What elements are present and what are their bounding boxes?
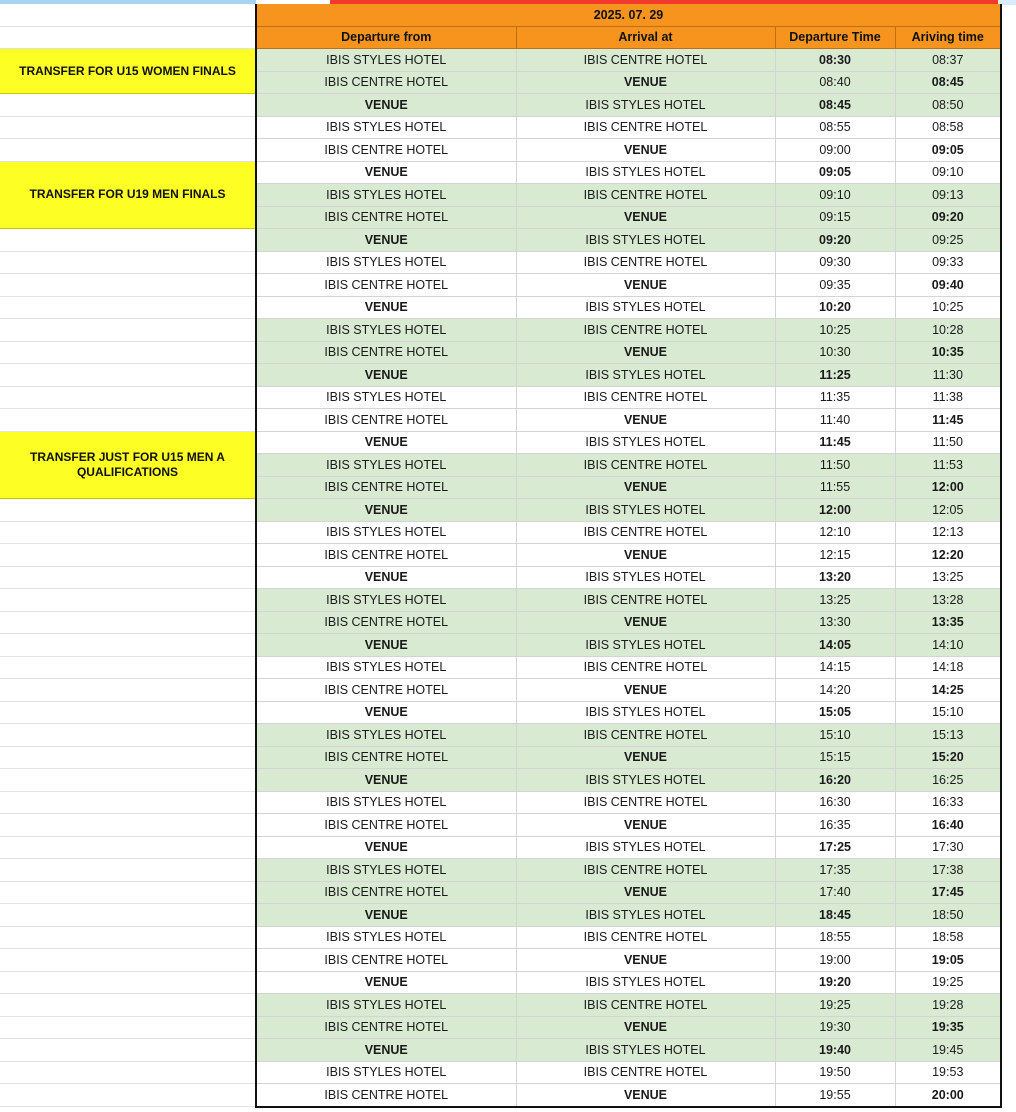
departure-from-cell[interactable]: VENUE — [256, 94, 516, 117]
table-row — [0, 116, 1001, 139]
departure-from-cell[interactable]: IBIS CENTRE HOTEL — [256, 611, 516, 634]
arriving-time-cell[interactable]: 09:20 — [895, 206, 1001, 229]
side-cell[interactable] — [0, 949, 256, 972]
departure-time-cell[interactable]: 13:30 — [775, 611, 895, 634]
side-cell[interactable] — [0, 4, 256, 26]
table-row — [0, 544, 1001, 567]
table-row — [0, 521, 1001, 544]
header-departure-time[interactable]: Departure Time — [775, 26, 895, 49]
arrival-at-cell[interactable]: IBIS CENTRE HOTEL — [516, 319, 775, 342]
side-cell[interactable] — [0, 319, 256, 342]
side-cell[interactable] — [0, 296, 256, 319]
side-cell[interactable] — [0, 769, 256, 792]
departure-time-cell[interactable]: 09:20 — [775, 229, 895, 252]
arrival-at-cell[interactable]: IBIS STYLES HOTEL — [516, 364, 775, 387]
departure-from-cell[interactable]: IBIS CENTRE HOTEL — [256, 139, 516, 162]
departure-from-cell[interactable]: VENUE — [256, 296, 516, 319]
arriving-time-cell[interactable]: 14:25 — [895, 679, 1001, 702]
table-row — [0, 881, 1001, 904]
departure-time-cell[interactable]: 09:30 — [775, 251, 895, 274]
arriving-time-cell[interactable]: 11:53 — [895, 454, 1001, 477]
departure-from-cell[interactable]: IBIS CENTRE HOTEL — [256, 1016, 516, 1039]
table-row — [0, 431, 1001, 454]
arrival-at-cell[interactable]: IBIS CENTRE HOTEL — [516, 116, 775, 139]
arriving-time-cell[interactable]: 11:30 — [895, 364, 1001, 387]
side-cell[interactable] — [0, 544, 256, 567]
arrival-at-cell[interactable]: VENUE — [516, 1084, 775, 1107]
arrival-at-cell[interactable]: IBIS CENTRE HOTEL — [516, 724, 775, 747]
arriving-time-cell[interactable]: 18:58 — [895, 926, 1001, 949]
departure-from-cell[interactable]: IBIS STYLES HOTEL — [256, 251, 516, 274]
departure-time-cell[interactable]: 08:30 — [775, 49, 895, 72]
departure-time-cell[interactable]: 19:20 — [775, 971, 895, 994]
arriving-time-cell[interactable]: 11:38 — [895, 386, 1001, 409]
table-row — [0, 566, 1001, 589]
table-row — [0, 836, 1001, 859]
table-row — [0, 746, 1001, 769]
side-cell[interactable] — [0, 229, 256, 252]
table-row — [0, 611, 1001, 634]
arrival-at-cell[interactable]: IBIS CENTRE HOTEL — [516, 859, 775, 882]
arrival-at-cell[interactable]: IBIS CENTRE HOTEL — [516, 791, 775, 814]
arrival-at-cell[interactable]: VENUE — [516, 1016, 775, 1039]
departure-time-cell[interactable]: 12:00 — [775, 499, 895, 522]
table-row — [0, 274, 1001, 297]
table-row — [0, 1039, 1001, 1062]
arrival-at-cell[interactable]: IBIS CENTRE HOTEL — [516, 454, 775, 477]
departure-time-cell[interactable]: 08:55 — [775, 116, 895, 139]
table-row — [0, 814, 1001, 837]
side-cell[interactable] — [0, 1084, 256, 1107]
departure-time-cell[interactable]: 08:45 — [775, 94, 895, 117]
arrival-at-cell[interactable]: IBIS CENTRE HOTEL — [516, 926, 775, 949]
departure-from-cell[interactable]: IBIS STYLES HOTEL — [256, 859, 516, 882]
arriving-time-cell[interactable]: 13:35 — [895, 611, 1001, 634]
header-departure-from[interactable]: Departure from — [256, 26, 516, 49]
header-row — [0, 26, 1001, 49]
departure-time-cell[interactable]: 11:55 — [775, 476, 895, 499]
arrival-at-cell[interactable]: IBIS CENTRE HOTEL — [516, 994, 775, 1017]
side-cell[interactable] — [0, 1039, 256, 1062]
side-cell[interactable] — [0, 904, 256, 927]
side-cell[interactable] — [0, 589, 256, 612]
departure-time-cell[interactable]: 09:35 — [775, 274, 895, 297]
side-cell[interactable] — [0, 364, 256, 387]
side-cell[interactable] — [0, 274, 256, 297]
departure-time-cell[interactable]: 11:50 — [775, 454, 895, 477]
arrival-at-cell[interactable]: IBIS STYLES HOTEL — [516, 499, 775, 522]
departure-time-cell[interactable]: 11:40 — [775, 409, 895, 432]
departure-from-cell[interactable]: IBIS STYLES HOTEL — [256, 589, 516, 612]
departure-from-cell[interactable]: VENUE — [256, 701, 516, 724]
departure-from-cell[interactable]: IBIS CENTRE HOTEL — [256, 71, 516, 94]
arrival-at-cell[interactable]: IBIS CENTRE HOTEL — [516, 251, 775, 274]
arriving-time-cell[interactable]: 08:45 — [895, 71, 1001, 94]
arriving-time-cell[interactable]: 17:45 — [895, 881, 1001, 904]
schedule-date[interactable]: 2025. 07. 29 — [256, 4, 1001, 26]
arrival-at-cell[interactable]: VENUE — [516, 679, 775, 702]
header-arriving-time[interactable]: Ariving time — [895, 26, 1001, 49]
side-cell[interactable] — [0, 566, 256, 589]
departure-from-cell[interactable]: VENUE — [256, 229, 516, 252]
arrival-at-cell[interactable]: VENUE — [516, 139, 775, 162]
table-row — [0, 341, 1001, 364]
table-row — [0, 724, 1001, 747]
arrival-at-cell[interactable]: IBIS CENTRE HOTEL — [516, 386, 775, 409]
arrival-at-cell[interactable]: IBIS STYLES HOTEL — [516, 836, 775, 859]
arriving-time-cell[interactable]: 08:37 — [895, 49, 1001, 72]
departure-time-cell[interactable]: 16:30 — [775, 791, 895, 814]
side-cell[interactable] — [0, 611, 256, 634]
arriving-time-cell[interactable]: 15:10 — [895, 701, 1001, 724]
departure-from-cell[interactable]: IBIS STYLES HOTEL — [256, 926, 516, 949]
arrival-at-cell[interactable]: VENUE — [516, 881, 775, 904]
side-cell[interactable] — [0, 859, 256, 882]
arrival-at-cell[interactable]: IBIS STYLES HOTEL — [516, 229, 775, 252]
arrival-at-cell[interactable]: IBIS STYLES HOTEL — [516, 971, 775, 994]
departure-time-cell[interactable]: 19:55 — [775, 1084, 895, 1107]
departure-time-cell[interactable]: 16:35 — [775, 814, 895, 837]
arrival-at-cell[interactable]: VENUE — [516, 476, 775, 499]
departure-time-cell[interactable]: 17:35 — [775, 859, 895, 882]
side-cell[interactable] — [0, 746, 256, 769]
arrival-at-cell[interactable]: IBIS STYLES HOTEL — [516, 161, 775, 184]
departure-time-cell[interactable]: 19:00 — [775, 949, 895, 972]
arriving-time-cell[interactable]: 19:35 — [895, 1016, 1001, 1039]
arrival-at-cell[interactable]: VENUE — [516, 409, 775, 432]
arrival-at-cell[interactable]: VENUE — [516, 814, 775, 837]
departure-from-cell[interactable]: VENUE — [256, 364, 516, 387]
arriving-time-cell[interactable]: 20:00 — [895, 1084, 1001, 1107]
side-cell[interactable] — [0, 814, 256, 837]
departure-time-cell[interactable]: 18:55 — [775, 926, 895, 949]
side-cell[interactable] — [0, 724, 256, 747]
departure-from-cell[interactable]: IBIS CENTRE HOTEL — [256, 341, 516, 364]
departure-from-cell[interactable]: VENUE — [256, 971, 516, 994]
departure-time-cell[interactable]: 09:05 — [775, 161, 895, 184]
table-row — [0, 364, 1001, 387]
departure-time-cell[interactable]: 10:20 — [775, 296, 895, 319]
arriving-time-cell[interactable]: 14:10 — [895, 634, 1001, 657]
side-cell[interactable] — [0, 926, 256, 949]
departure-from-cell[interactable]: IBIS CENTRE HOTEL — [256, 409, 516, 432]
side-cell[interactable] — [0, 341, 256, 364]
departure-time-cell[interactable]: 12:10 — [775, 521, 895, 544]
side-cell[interactable] — [0, 1016, 256, 1039]
departure-time-cell[interactable]: 13:25 — [775, 589, 895, 612]
departure-time-cell[interactable]: 09:15 — [775, 206, 895, 229]
table-row — [0, 1084, 1001, 1107]
arriving-time-cell[interactable]: 10:35 — [895, 341, 1001, 364]
side-cell[interactable] — [0, 634, 256, 657]
departure-from-cell[interactable]: IBIS STYLES HOTEL — [256, 116, 516, 139]
arriving-time-cell[interactable]: 08:58 — [895, 116, 1001, 139]
arriving-time-cell[interactable]: 12:05 — [895, 499, 1001, 522]
departure-from-cell[interactable]: VENUE — [256, 499, 516, 522]
arriving-time-cell[interactable]: 14:18 — [895, 656, 1001, 679]
transfer-schedule-table — [0, 4, 1002, 1108]
departure-time-cell[interactable]: 19:30 — [775, 1016, 895, 1039]
departure-time-cell[interactable]: 14:15 — [775, 656, 895, 679]
departure-time-cell[interactable]: 08:40 — [775, 71, 895, 94]
departure-from-cell[interactable]: IBIS STYLES HOTEL — [256, 319, 516, 342]
departure-time-cell[interactable]: 10:25 — [775, 319, 895, 342]
arriving-time-cell[interactable]: 19:45 — [895, 1039, 1001, 1062]
departure-from-cell[interactable]: IBIS STYLES HOTEL — [256, 521, 516, 544]
table-row — [0, 971, 1001, 994]
arrival-at-cell[interactable]: VENUE — [516, 71, 775, 94]
arrival-at-cell[interactable]: IBIS CENTRE HOTEL — [516, 1061, 775, 1084]
arriving-time-cell[interactable]: 10:25 — [895, 296, 1001, 319]
table-row — [0, 679, 1001, 702]
departure-time-cell[interactable]: 17:40 — [775, 881, 895, 904]
arriving-time-cell[interactable]: 19:53 — [895, 1061, 1001, 1084]
departure-from-cell[interactable]: IBIS CENTRE HOTEL — [256, 949, 516, 972]
header-arrival-at[interactable]: Arrival at — [516, 26, 775, 49]
transfer-category-label[interactable]: TRANSFER FOR U15 WOMEN FINALS — [0, 49, 256, 94]
side-cell[interactable] — [0, 1061, 256, 1084]
arrival-at-cell[interactable]: VENUE — [516, 746, 775, 769]
arrival-at-cell[interactable]: VENUE — [516, 611, 775, 634]
departure-from-cell[interactable]: IBIS STYLES HOTEL — [256, 724, 516, 747]
date-row — [0, 4, 1001, 26]
arrival-at-cell[interactable]: IBIS CENTRE HOTEL — [516, 184, 775, 207]
side-cell[interactable] — [0, 881, 256, 904]
departure-from-cell[interactable]: IBIS STYLES HOTEL — [256, 454, 516, 477]
arrival-at-cell[interactable]: IBIS CENTRE HOTEL — [516, 656, 775, 679]
side-cell[interactable] — [0, 791, 256, 814]
departure-time-cell[interactable]: 10:30 — [775, 341, 895, 364]
side-cell[interactable] — [0, 386, 256, 409]
departure-time-cell[interactable]: 11:25 — [775, 364, 895, 387]
table-row — [0, 701, 1001, 724]
arriving-time-cell[interactable]: 15:13 — [895, 724, 1001, 747]
arriving-time-cell[interactable]: 09:10 — [895, 161, 1001, 184]
table-row — [0, 949, 1001, 972]
departure-time-cell[interactable]: 14:20 — [775, 679, 895, 702]
departure-time-cell[interactable]: 19:40 — [775, 1039, 895, 1062]
arrival-at-cell[interactable]: IBIS STYLES HOTEL — [516, 431, 775, 454]
departure-time-cell[interactable]: 12:15 — [775, 544, 895, 567]
table-row — [0, 926, 1001, 949]
arriving-time-cell[interactable]: 19:25 — [895, 971, 1001, 994]
arrival-at-cell[interactable]: IBIS STYLES HOTEL — [516, 566, 775, 589]
arrival-at-cell[interactable]: VENUE — [516, 949, 775, 972]
arrival-at-cell[interactable]: IBIS STYLES HOTEL — [516, 1039, 775, 1062]
departure-time-cell[interactable]: 15:10 — [775, 724, 895, 747]
table-row — [0, 656, 1001, 679]
arrival-at-cell[interactable]: VENUE — [516, 341, 775, 364]
arrival-at-cell[interactable]: IBIS STYLES HOTEL — [516, 634, 775, 657]
table-row — [0, 634, 1001, 657]
departure-from-cell[interactable]: IBIS CENTRE HOTEL — [256, 206, 516, 229]
side-cell[interactable] — [0, 836, 256, 859]
departure-time-cell[interactable]: 16:20 — [775, 769, 895, 792]
table-row — [0, 1061, 1001, 1084]
arriving-time-cell[interactable]: 15:20 — [895, 746, 1001, 769]
departure-from-cell[interactable]: VENUE — [256, 634, 516, 657]
side-cell[interactable] — [0, 994, 256, 1017]
departure-time-cell[interactable]: 19:25 — [775, 994, 895, 1017]
arriving-time-cell[interactable]: 09:33 — [895, 251, 1001, 274]
arrival-at-cell[interactable]: IBIS STYLES HOTEL — [516, 94, 775, 117]
table-row — [0, 499, 1001, 522]
table-row — [0, 139, 1001, 162]
arriving-time-cell[interactable]: 12:13 — [895, 521, 1001, 544]
departure-from-cell[interactable]: IBIS CENTRE HOTEL — [256, 746, 516, 769]
departure-time-cell[interactable]: 15:15 — [775, 746, 895, 769]
departure-from-cell[interactable]: IBIS STYLES HOTEL — [256, 49, 516, 72]
arriving-time-cell[interactable]: 12:00 — [895, 476, 1001, 499]
departure-time-cell[interactable]: 18:45 — [775, 904, 895, 927]
departure-from-cell[interactable]: VENUE — [256, 836, 516, 859]
departure-from-cell[interactable]: IBIS CENTRE HOTEL — [256, 476, 516, 499]
arrival-at-cell[interactable]: IBIS CENTRE HOTEL — [516, 521, 775, 544]
table-row — [0, 386, 1001, 409]
departure-from-cell[interactable]: IBIS CENTRE HOTEL — [256, 274, 516, 297]
departure-time-cell[interactable]: 14:05 — [775, 634, 895, 657]
table-row — [0, 589, 1001, 612]
side-cell[interactable] — [0, 116, 256, 139]
table-row — [0, 409, 1001, 432]
arrival-at-cell[interactable]: VENUE — [516, 206, 775, 229]
side-cell[interactable] — [0, 94, 256, 117]
table-row — [0, 161, 1001, 184]
arriving-time-cell[interactable]: 16:40 — [895, 814, 1001, 837]
arriving-time-cell[interactable]: 16:25 — [895, 769, 1001, 792]
side-cell[interactable] — [0, 26, 256, 49]
departure-from-cell[interactable]: IBIS STYLES HOTEL — [256, 994, 516, 1017]
arriving-time-cell[interactable]: 11:45 — [895, 409, 1001, 432]
departure-from-cell[interactable]: IBIS CENTRE HOTEL — [256, 881, 516, 904]
arrival-at-cell[interactable]: IBIS STYLES HOTEL — [516, 701, 775, 724]
arrival-at-cell[interactable]: IBIS STYLES HOTEL — [516, 769, 775, 792]
departure-from-cell[interactable]: IBIS CENTRE HOTEL — [256, 544, 516, 567]
transfer-category-label[interactable]: TRANSFER JUST FOR U15 MEN A QUALIFICATIONS — [0, 431, 256, 499]
table-row — [0, 229, 1001, 252]
arriving-time-cell[interactable]: 13:28 — [895, 589, 1001, 612]
table-row — [0, 859, 1001, 882]
departure-time-cell[interactable]: 09:00 — [775, 139, 895, 162]
departure-from-cell[interactable]: VENUE — [256, 1039, 516, 1062]
side-cell[interactable] — [0, 139, 256, 162]
table-row — [0, 319, 1001, 342]
side-cell[interactable] — [0, 409, 256, 432]
table-row — [0, 251, 1001, 274]
departure-from-cell[interactable]: IBIS STYLES HOTEL — [256, 1061, 516, 1084]
arriving-time-cell[interactable]: 17:38 — [895, 859, 1001, 882]
arrival-at-cell[interactable]: VENUE — [516, 544, 775, 567]
departure-time-cell[interactable]: 15:05 — [775, 701, 895, 724]
departure-from-cell[interactable]: VENUE — [256, 566, 516, 589]
arrival-at-cell[interactable]: IBIS CENTRE HOTEL — [516, 49, 775, 72]
table-row — [0, 49, 1001, 72]
table-row — [0, 1016, 1001, 1039]
table-row — [0, 296, 1001, 319]
arriving-time-cell[interactable]: 08:50 — [895, 94, 1001, 117]
transfer-category-label[interactable]: TRANSFER FOR U19 MEN FINALS — [0, 161, 256, 229]
table-row — [0, 994, 1001, 1017]
arriving-time-cell[interactable]: 10:28 — [895, 319, 1001, 342]
arriving-time-cell[interactable]: 17:30 — [895, 836, 1001, 859]
departure-time-cell[interactable]: 09:10 — [775, 184, 895, 207]
arriving-time-cell[interactable]: 09:13 — [895, 184, 1001, 207]
table-row — [0, 904, 1001, 927]
departure-from-cell[interactable]: VENUE — [256, 431, 516, 454]
arriving-time-cell[interactable]: 19:28 — [895, 994, 1001, 1017]
departure-time-cell[interactable]: 11:35 — [775, 386, 895, 409]
departure-from-cell[interactable]: IBIS STYLES HOTEL — [256, 184, 516, 207]
arriving-time-cell[interactable]: 09:40 — [895, 274, 1001, 297]
departure-from-cell[interactable]: IBIS STYLES HOTEL — [256, 791, 516, 814]
spreadsheet — [0, 4, 1002, 1108]
arriving-time-cell[interactable]: 12:20 — [895, 544, 1001, 567]
departure-time-cell[interactable]: 11:45 — [775, 431, 895, 454]
arriving-time-cell[interactable]: 18:50 — [895, 904, 1001, 927]
arriving-time-cell[interactable]: 16:33 — [895, 791, 1001, 814]
table-row — [0, 769, 1001, 792]
arrival-at-cell[interactable]: IBIS STYLES HOTEL — [516, 904, 775, 927]
departure-from-cell[interactable]: VENUE — [256, 161, 516, 184]
arriving-time-cell[interactable]: 11:50 — [895, 431, 1001, 454]
arriving-time-cell[interactable]: 09:05 — [895, 139, 1001, 162]
arrival-at-cell[interactable]: IBIS STYLES HOTEL — [516, 296, 775, 319]
arriving-time-cell[interactable]: 13:25 — [895, 566, 1001, 589]
departure-from-cell[interactable]: VENUE — [256, 904, 516, 927]
departure-from-cell[interactable]: IBIS STYLES HOTEL — [256, 656, 516, 679]
arriving-time-cell[interactable]: 09:25 — [895, 229, 1001, 252]
departure-time-cell[interactable]: 19:50 — [775, 1061, 895, 1084]
side-cell[interactable] — [0, 656, 256, 679]
side-cell[interactable] — [0, 521, 256, 544]
side-cell[interactable] — [0, 971, 256, 994]
departure-from-cell[interactable]: IBIS STYLES HOTEL — [256, 386, 516, 409]
arrival-at-cell[interactable]: VENUE — [516, 274, 775, 297]
departure-time-cell[interactable]: 17:25 — [775, 836, 895, 859]
arrival-at-cell[interactable]: IBIS CENTRE HOTEL — [516, 589, 775, 612]
side-cell[interactable] — [0, 499, 256, 522]
departure-from-cell[interactable]: VENUE — [256, 769, 516, 792]
departure-time-cell[interactable]: 13:20 — [775, 566, 895, 589]
departure-from-cell[interactable]: IBIS CENTRE HOTEL — [256, 1084, 516, 1107]
side-cell[interactable] — [0, 701, 256, 724]
table-row — [0, 791, 1001, 814]
departure-from-cell[interactable]: IBIS CENTRE HOTEL — [256, 814, 516, 837]
arriving-time-cell[interactable]: 19:05 — [895, 949, 1001, 972]
side-cell[interactable] — [0, 679, 256, 702]
table-row — [0, 94, 1001, 117]
side-cell[interactable] — [0, 251, 256, 274]
departure-from-cell[interactable]: IBIS CENTRE HOTEL — [256, 679, 516, 702]
